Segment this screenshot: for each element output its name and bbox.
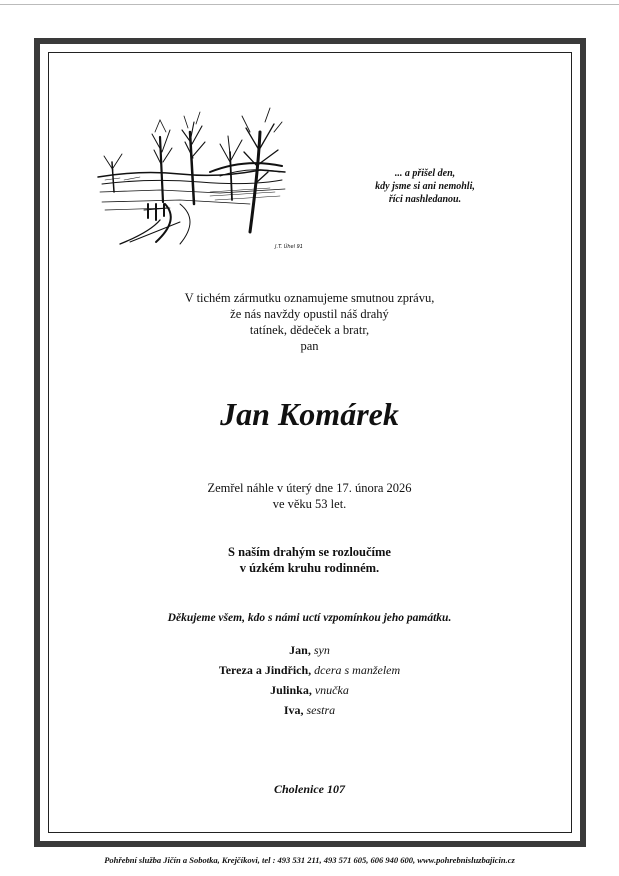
epigraph-quote bbox=[350, 167, 500, 206]
deceased-name: Jan Komárek bbox=[220, 396, 399, 432]
announcement bbox=[0, 290, 619, 354]
announcement-line: V tichém zármutku oznamujeme smutnou zprávu, bbox=[184, 291, 435, 305]
quote-line: říci nashledanou. bbox=[388, 194, 462, 205]
funeral-service-footer: Pohřební služba Jičín a Sobotka, Krejčíkovi, tel : 493 531 211, 493 571 605, 606 940 600, www.pohrebnisluzbajicin.cz bbox=[104, 855, 515, 865]
farewell-line: S naším drahým se rozloučíme bbox=[228, 545, 391, 559]
mourner-relation: vnučka bbox=[314, 683, 349, 697]
mourner-name: Iva, bbox=[283, 703, 304, 717]
quote-line: kdy jsme si ani nemohli, bbox=[375, 181, 475, 192]
sketch-signature: J.T. Úhel 91 bbox=[275, 244, 303, 250]
announcement-line: pan bbox=[300, 339, 319, 353]
page-top-rule bbox=[0, 4, 619, 5]
thanks-text: Děkujeme všem, kdo s námi uctí vzpomínkou jeho památku. bbox=[167, 612, 452, 624]
mourner-name: Jan, bbox=[289, 643, 311, 657]
mourner-relation: sestra bbox=[306, 703, 336, 717]
farewell-notice bbox=[0, 544, 619, 576]
death-notice bbox=[0, 480, 619, 512]
mourner-name: Tereza a Jindřich, bbox=[218, 663, 312, 677]
announcement-line: tatínek, dědeček a bratr, bbox=[249, 323, 370, 337]
mourner-row bbox=[0, 700, 619, 720]
mourner-row bbox=[0, 640, 619, 660]
mourners-list bbox=[0, 640, 619, 720]
address: Cholenice 107 bbox=[274, 782, 345, 796]
death-notice-line: Zemřel náhle v úterý dne 17. února 2026 bbox=[207, 481, 412, 495]
quote-line: ... a přišel den, bbox=[394, 168, 456, 179]
mourner-relation: dcera s manželem bbox=[314, 663, 401, 677]
mourner-name: Julinka, bbox=[270, 683, 312, 697]
announcement-line: že nás navždy opustil náš drahý bbox=[230, 307, 389, 321]
death-notice-line: ve věku 53 let. bbox=[272, 497, 347, 511]
mourner-relation: syn bbox=[313, 643, 330, 657]
landscape-sketch bbox=[60, 92, 303, 252]
mourner-row bbox=[0, 680, 619, 700]
farewell-line: v úzkém kruhu rodinném. bbox=[239, 561, 380, 575]
mourner-row bbox=[0, 660, 619, 680]
